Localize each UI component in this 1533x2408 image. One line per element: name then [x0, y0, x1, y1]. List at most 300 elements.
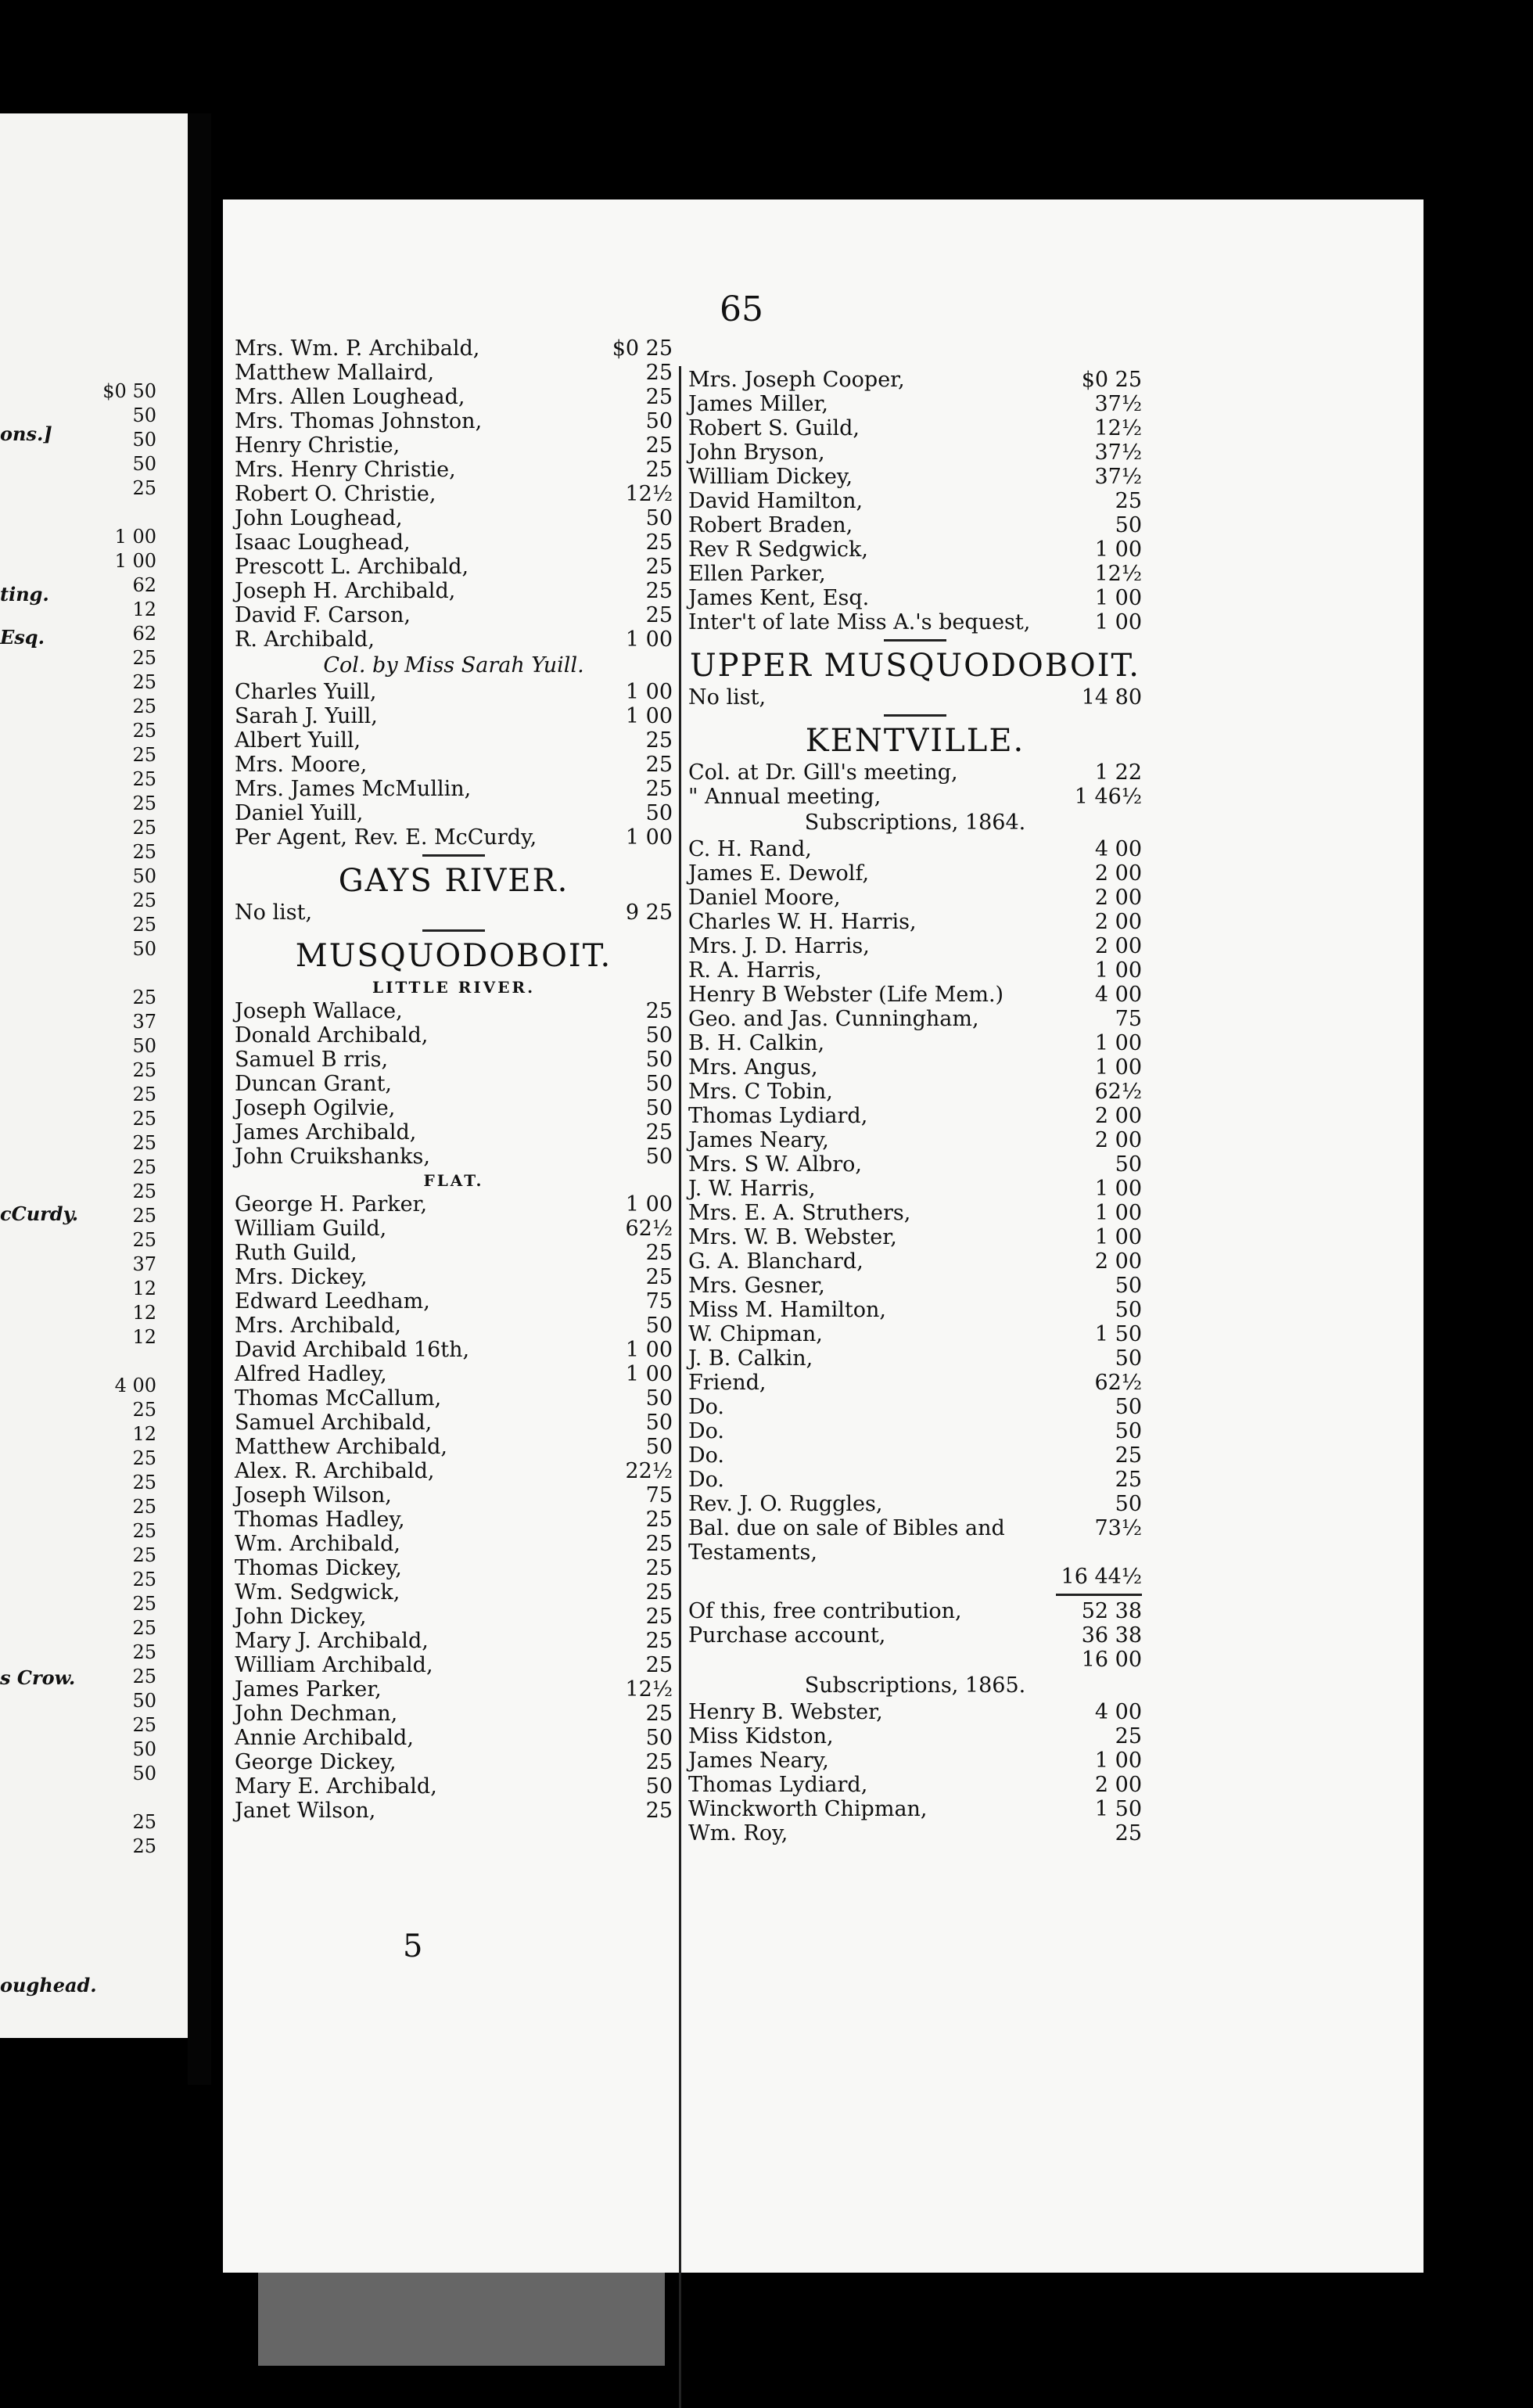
- list-item: [688, 934, 1142, 958]
- fragment-amount: [0, 1350, 156, 1374]
- amount: 50: [645, 1145, 673, 1169]
- list-item: [688, 837, 1142, 861]
- subscriber-name: B. H. Calkin,: [688, 1031, 825, 1055]
- list-item: [688, 1748, 1142, 1773]
- amount: 25: [645, 458, 673, 482]
- fragment-amount: [0, 961, 156, 986]
- list-item: [235, 1217, 673, 1241]
- fragment-amount: 25: [132, 1108, 156, 1130]
- amount: 25: [645, 1556, 673, 1580]
- fragment-amount: 62: [132, 623, 156, 645]
- list-item: [235, 1605, 673, 1629]
- list-item: [688, 562, 1142, 586]
- subscriber-name: Miss M. Hamilton,: [688, 1298, 886, 1322]
- subscriber-name: James Neary,: [688, 1748, 829, 1773]
- subscriber-name: Joseph Wilson,: [235, 1483, 392, 1508]
- list-item: [688, 1298, 1142, 1322]
- subscriber-name: Henry Christie,: [235, 433, 400, 458]
- fragment-amount: 4 00: [114, 1375, 156, 1396]
- amount: 1 00: [1094, 586, 1142, 610]
- fragment-amount: 50: [132, 404, 156, 426]
- subscriber-name: Mrs. Angus,: [688, 1055, 818, 1080]
- list-item: [235, 1411, 673, 1435]
- fragment-amount: 50: [132, 453, 156, 475]
- amount: 25: [645, 361, 673, 385]
- fragment-amount: 37: [132, 1011, 156, 1033]
- list-item: [235, 1750, 673, 1774]
- amount: 25: [1115, 1724, 1142, 1748]
- list-item: [688, 1797, 1142, 1821]
- fragment-amount: 1 00: [114, 550, 156, 572]
- list-item: [688, 1225, 1142, 1249]
- list-item: [688, 368, 1142, 392]
- subscriber-name: Mrs. James McMullin,: [235, 777, 472, 801]
- amount: 25: [1115, 1821, 1142, 1846]
- list-item: [235, 1241, 673, 1265]
- fragment-amount: 12: [132, 1278, 156, 1299]
- list-item: [235, 627, 673, 652]
- amount: 50: [645, 1023, 673, 1048]
- fragment-amount: 25: [132, 1472, 156, 1493]
- list-item: [235, 900, 673, 925]
- list-item: [235, 1435, 673, 1459]
- amount: 75: [645, 1483, 673, 1508]
- list-item: [235, 1314, 673, 1338]
- subscriber-name: John Dickey,: [235, 1605, 367, 1629]
- subscriber-name: Thomas Lydiard,: [688, 1104, 868, 1128]
- subscriber-name: James Miller,: [688, 392, 828, 416]
- list-item: [235, 1726, 673, 1750]
- subscriber-name: Mrs. Dickey,: [235, 1265, 368, 1289]
- section-rule: [422, 854, 485, 857]
- amount: 25: [1115, 1443, 1142, 1468]
- subscriber-name: J. B. Calkin,: [688, 1346, 813, 1371]
- list-item: [688, 685, 1142, 710]
- list-item: [688, 1128, 1142, 1152]
- fragment-amount: 50: [132, 429, 156, 451]
- amount: 1 00: [1094, 1225, 1142, 1249]
- list-item: [235, 482, 673, 506]
- list-item: [235, 1580, 673, 1605]
- list-item: [235, 458, 673, 482]
- amount: 1 00: [1094, 958, 1142, 983]
- subscriber-name: Matthew Archibald,: [235, 1435, 447, 1459]
- subscriber-name: Mrs. Archibald,: [235, 1314, 402, 1338]
- subscriber-name: Wm. Sedgwick,: [235, 1580, 400, 1605]
- list-item: [235, 1362, 673, 1386]
- left-fragment-label: s Crow.: [0, 1666, 76, 1689]
- subscriber-name: J. W. Harris,: [688, 1177, 816, 1201]
- fragment-amount: 25: [132, 890, 156, 911]
- list-item: [688, 1821, 1142, 1846]
- subscriber-name: Mrs. Gesner,: [688, 1274, 825, 1298]
- subscriber-name: R. A. Harris,: [688, 958, 822, 983]
- list-item: [688, 1565, 1142, 1589]
- subscriber-name: Isaac Loughead,: [235, 530, 411, 555]
- list-item: [688, 1540, 1142, 1565]
- amount: 50: [645, 1774, 673, 1799]
- amount: 73½: [1094, 1516, 1142, 1540]
- fragment-amount: 25: [132, 1132, 156, 1154]
- fragment-amount: 25: [132, 987, 156, 1008]
- amount: 16 44½: [1061, 1565, 1142, 1589]
- subscriber-name: Albert Yuill,: [235, 728, 361, 753]
- subscriber-name: R. Archibald,: [235, 627, 375, 652]
- amount: 2 00: [1094, 886, 1142, 910]
- subscriber-name: Wm. Roy,: [688, 1821, 788, 1846]
- amount: 2 00: [1094, 1773, 1142, 1797]
- list-item: [688, 610, 1142, 634]
- fragment-amount: 25: [132, 1205, 156, 1227]
- list-item: [688, 1599, 1142, 1623]
- list-item: [235, 1483, 673, 1508]
- binding-strip: [258, 2273, 665, 2366]
- list-item: [235, 361, 673, 385]
- subscriber-name: Robert Braden,: [688, 513, 853, 537]
- list-item: [688, 1322, 1142, 1346]
- amount: 2 00: [1094, 1249, 1142, 1274]
- list-item: [235, 1702, 673, 1726]
- subscriber-name: Mrs. Allen Loughead,: [235, 385, 465, 409]
- list-item: [235, 1096, 673, 1120]
- amount: 25: [645, 777, 673, 801]
- amount: 50: [1115, 1152, 1142, 1177]
- subscriber-name: Rev. J. O. Ruggles,: [688, 1492, 883, 1516]
- subscriber-name: George Dickey,: [235, 1750, 397, 1774]
- sum-rule: [1056, 1594, 1142, 1596]
- subscriber-name: Per Agent, Rev. E. McCurdy,: [235, 825, 537, 850]
- subscriber-name: Thomas McCallum,: [235, 1386, 442, 1411]
- amount: $0 25: [612, 336, 673, 361]
- list-item: [688, 1201, 1142, 1225]
- subscriber-name: Geo. and Jas. Cunningham,: [688, 1007, 979, 1031]
- list-item: [235, 999, 673, 1023]
- amount: 50: [645, 1072, 673, 1096]
- fragment-amount: 62: [132, 574, 156, 596]
- amount: 25: [645, 1605, 673, 1629]
- list-item: [688, 1055, 1142, 1080]
- amount: 37½: [1094, 440, 1142, 465]
- amount: 4 00: [1094, 1700, 1142, 1724]
- subscriber-name: " Annual meeting,: [688, 785, 881, 809]
- subscriber-name: Samuel B rris,: [235, 1048, 389, 1072]
- list-item: [235, 1508, 673, 1532]
- fragment-amount: 25: [132, 792, 156, 814]
- list-item: [235, 1072, 673, 1096]
- amount: 50: [645, 1435, 673, 1459]
- subscriber-name: Ruth Guild,: [235, 1241, 357, 1265]
- list-item: [688, 1700, 1142, 1724]
- fragment-amount: 25: [132, 1569, 156, 1590]
- left-fragment-label: ons.]: [0, 422, 52, 445]
- list-item: [688, 1648, 1142, 1672]
- list-item: [688, 489, 1142, 513]
- fragment-amount: 12: [132, 1326, 156, 1348]
- fragment-amount: 25: [132, 1156, 156, 1178]
- list-item: [688, 1152, 1142, 1177]
- amount: 25: [645, 1629, 673, 1653]
- list-item: [235, 1145, 673, 1169]
- amount: 36 38: [1081, 1623, 1142, 1648]
- subscriber-name: Do.: [688, 1419, 725, 1443]
- amount: 50: [1115, 1492, 1142, 1516]
- fragment-amount: 25: [132, 817, 156, 839]
- section-heading: UPPER MUSQUODOBOIT.: [689, 648, 1141, 684]
- subscriber-name: James Archibald,: [235, 1120, 417, 1145]
- amount: 25: [645, 753, 673, 777]
- amount: 25: [645, 385, 673, 409]
- list-item: [688, 1249, 1142, 1274]
- fragment-amount: 25: [132, 1447, 156, 1469]
- list-item: [688, 1443, 1142, 1468]
- subscriber-name: Samuel Archibald,: [235, 1411, 433, 1435]
- list-item: [688, 1724, 1142, 1748]
- list-item: [235, 506, 673, 530]
- list-item: [235, 433, 673, 458]
- subscriber-name: Robert S. Guild,: [688, 416, 860, 440]
- subscriber-name: No list,: [235, 900, 313, 925]
- amount: 50: [1115, 1395, 1142, 1419]
- fragment-amount: 25: [132, 1593, 156, 1615]
- list-item: [688, 1104, 1142, 1128]
- fragment-amount: 37: [132, 1253, 156, 1275]
- amount: 50: [645, 801, 673, 825]
- fragment-amount: 12: [132, 598, 156, 620]
- subscriber-name: Joseph Ogilvie,: [235, 1096, 396, 1120]
- section-heading: KENTVILLE.: [805, 723, 1025, 759]
- subsection-heading: Subscriptions, 1865.: [804, 1673, 1026, 1698]
- fragment-amount: 50: [132, 938, 156, 960]
- amount: 50: [645, 1048, 673, 1072]
- subscriber-name: Mrs. S W. Albro,: [688, 1152, 863, 1177]
- fragment-amount: 50: [132, 1738, 156, 1760]
- subscriber-name: Inter't of late Miss A.'s bequest,: [688, 610, 1031, 634]
- list-item: [688, 1346, 1142, 1371]
- list-item: [235, 530, 673, 555]
- list-item: [688, 983, 1142, 1007]
- amount: 62½: [1094, 1371, 1142, 1395]
- amount: 37½: [1094, 392, 1142, 416]
- fragment-amount: 25: [132, 1544, 156, 1566]
- subsection-heading: Subscriptions, 1864.: [804, 810, 1026, 835]
- amount: 1 00: [1094, 1031, 1142, 1055]
- list-item: [235, 1459, 673, 1483]
- page-number: 65: [720, 289, 763, 329]
- amount: 2 00: [1094, 934, 1142, 958]
- fragment-amount: 25: [132, 1714, 156, 1736]
- list-item: [235, 579, 673, 603]
- list-item: [688, 440, 1142, 465]
- amount: 1 00: [625, 627, 673, 652]
- right-column: [688, 368, 1142, 1846]
- subscriber-name: James Neary,: [688, 1128, 829, 1152]
- list-item: [235, 825, 673, 850]
- subscriber-name: No list,: [688, 685, 766, 710]
- left-column: [235, 336, 673, 1823]
- fragment-amount: 25: [132, 1059, 156, 1081]
- list-item: [688, 392, 1142, 416]
- subscriber-name: Joseph H. Archibald,: [235, 579, 456, 603]
- list-item: [235, 753, 673, 777]
- list-item: [235, 1386, 673, 1411]
- list-item: [235, 1120, 673, 1145]
- list-item: [688, 886, 1142, 910]
- subscriber-name: Rev R Sedgwick,: [688, 537, 868, 562]
- subscriber-name: Mary J. Archibald,: [235, 1629, 429, 1653]
- list-item: [235, 1338, 673, 1362]
- subscriber-name: Henry B Webster (Life Mem.): [688, 983, 1004, 1007]
- subscriber-name: Daniel Yuill,: [235, 801, 364, 825]
- list-item: [688, 1031, 1142, 1055]
- amount: 1 00: [625, 1338, 673, 1362]
- amount: 2 00: [1094, 1128, 1142, 1152]
- subscriber-name: Do.: [688, 1468, 725, 1492]
- list-item: [688, 1468, 1142, 1492]
- list-item: [688, 465, 1142, 489]
- amount: 12½: [1094, 562, 1142, 586]
- list-item: [688, 910, 1142, 934]
- amount: 25: [645, 1580, 673, 1605]
- list-item: [688, 785, 1142, 809]
- amount: 50: [645, 1726, 673, 1750]
- subscriber-name: Mrs. J. D. Harris,: [688, 934, 870, 958]
- amount: 25: [645, 1750, 673, 1774]
- fragment-amount: 1 00: [114, 526, 156, 548]
- subscriber-name: Do.: [688, 1443, 725, 1468]
- subscriber-name: James Kent, Esq.: [688, 586, 870, 610]
- subscriber-name: Joseph Wallace,: [235, 999, 403, 1023]
- amount: 1 00: [1094, 1055, 1142, 1080]
- list-item: [688, 416, 1142, 440]
- fragment-amount: 25: [132, 1666, 156, 1687]
- list-item: [235, 1023, 673, 1048]
- amount: 50: [645, 1386, 673, 1411]
- amount: 1 00: [625, 704, 673, 728]
- subscriber-name: John Cruikshanks,: [235, 1145, 430, 1169]
- amount: 1 50: [1094, 1797, 1142, 1821]
- fragment-amount: 25: [132, 1399, 156, 1421]
- subscriber-name: Matthew Mallaird,: [235, 361, 435, 385]
- amount: 2 00: [1094, 910, 1142, 934]
- subscriber-name: Edward Leedham,: [235, 1289, 430, 1314]
- subscriber-name: Annie Archibald,: [235, 1726, 414, 1750]
- amount: 1 00: [1094, 1177, 1142, 1201]
- subscriber-name: David Hamilton,: [688, 489, 863, 513]
- list-item: [235, 1192, 673, 1217]
- list-item: [688, 513, 1142, 537]
- section-rule: [884, 714, 946, 717]
- fragment-amount: 25: [132, 1835, 156, 1857]
- column-divider: [679, 366, 681, 2408]
- amount: 50: [1115, 1419, 1142, 1443]
- list-item: [688, 1177, 1142, 1201]
- list-item: [235, 1556, 673, 1580]
- fragment-amount: [0, 1786, 156, 1810]
- fragment-amount: 25: [132, 1617, 156, 1639]
- amount: 25: [645, 555, 673, 579]
- fragment-amount: 25: [132, 1229, 156, 1251]
- fragment-amount: $0 50: [102, 380, 156, 402]
- fragment-amount: 50: [132, 865, 156, 887]
- amount: 1 46½: [1074, 785, 1142, 809]
- subscriber-name: Mrs. E. A. Struthers,: [688, 1201, 911, 1225]
- list-item: [688, 586, 1142, 610]
- subscriber-name: Mrs. Joseph Cooper,: [688, 368, 905, 392]
- list-item: [688, 1773, 1142, 1797]
- subscriber-name: Charles W. H. Harris,: [688, 910, 917, 934]
- amount: 25: [645, 603, 673, 627]
- amount: 75: [645, 1289, 673, 1314]
- signature-number: 5: [403, 1928, 423, 1964]
- subscriber-name: Mary E. Archibald,: [235, 1774, 437, 1799]
- amount: 2 00: [1094, 861, 1142, 886]
- amount: 1 00: [625, 1362, 673, 1386]
- list-item: [235, 1048, 673, 1072]
- amount: 25: [645, 1241, 673, 1265]
- left-fragment-label: oughead.: [0, 1974, 97, 1996]
- list-item: [235, 704, 673, 728]
- list-item: [688, 1492, 1142, 1516]
- list-item: [688, 1371, 1142, 1395]
- subscriber-name: Prescott L. Archibald,: [235, 555, 469, 579]
- amount: 12½: [1094, 416, 1142, 440]
- amount: 62½: [1094, 1080, 1142, 1104]
- fragment-amount: 12: [132, 1423, 156, 1445]
- list-item: [688, 1395, 1142, 1419]
- fragment-amount: 25: [132, 841, 156, 863]
- amount: 1 00: [625, 825, 673, 850]
- fragment-amount: 25: [132, 1181, 156, 1202]
- amount: 50: [645, 1096, 673, 1120]
- amount: 1 50: [1094, 1322, 1142, 1346]
- list-item: [235, 1289, 673, 1314]
- fragment-amount: 25: [132, 1084, 156, 1105]
- left-fragment-label: cCurdy.: [0, 1202, 79, 1225]
- section-rule: [884, 639, 946, 642]
- list-item: [235, 409, 673, 433]
- subscriber-name: John Bryson,: [688, 440, 825, 465]
- amount: 50: [1115, 1298, 1142, 1322]
- list-item: [235, 801, 673, 825]
- subscriber-name: Thomas Lydiard,: [688, 1773, 868, 1797]
- amount: 50: [645, 1314, 673, 1338]
- list-item: [235, 777, 673, 801]
- list-item: [688, 1080, 1142, 1104]
- fragment-amount: 50: [132, 1763, 156, 1784]
- left-fragment-label: Esq.: [0, 626, 45, 649]
- subscriber-name: Ellen Parker,: [688, 562, 826, 586]
- amount: 25: [645, 999, 673, 1023]
- amount: 75: [1115, 1007, 1142, 1031]
- list-item: [235, 680, 673, 704]
- subscriber-name: George H. Parker,: [235, 1192, 428, 1217]
- subsection-heading: FLAT.: [423, 1171, 484, 1190]
- subscriber-name: Robert O. Christie,: [235, 482, 436, 506]
- amount: 25: [645, 1702, 673, 1726]
- amount: 25: [645, 1532, 673, 1556]
- subscriber-name: W. Chipman,: [688, 1322, 823, 1346]
- list-item: [235, 1799, 673, 1823]
- subscriber-name: Daniel Moore,: [688, 886, 841, 910]
- amount: 9 25: [625, 900, 673, 925]
- list-item: [688, 760, 1142, 785]
- list-item: [688, 1516, 1142, 1540]
- amount: 50: [1115, 513, 1142, 537]
- list-item: [235, 603, 673, 627]
- amount: 25: [645, 1508, 673, 1532]
- adjacent-page-fragment: [0, 113, 188, 2038]
- subscriber-name: David F. Carson,: [235, 603, 411, 627]
